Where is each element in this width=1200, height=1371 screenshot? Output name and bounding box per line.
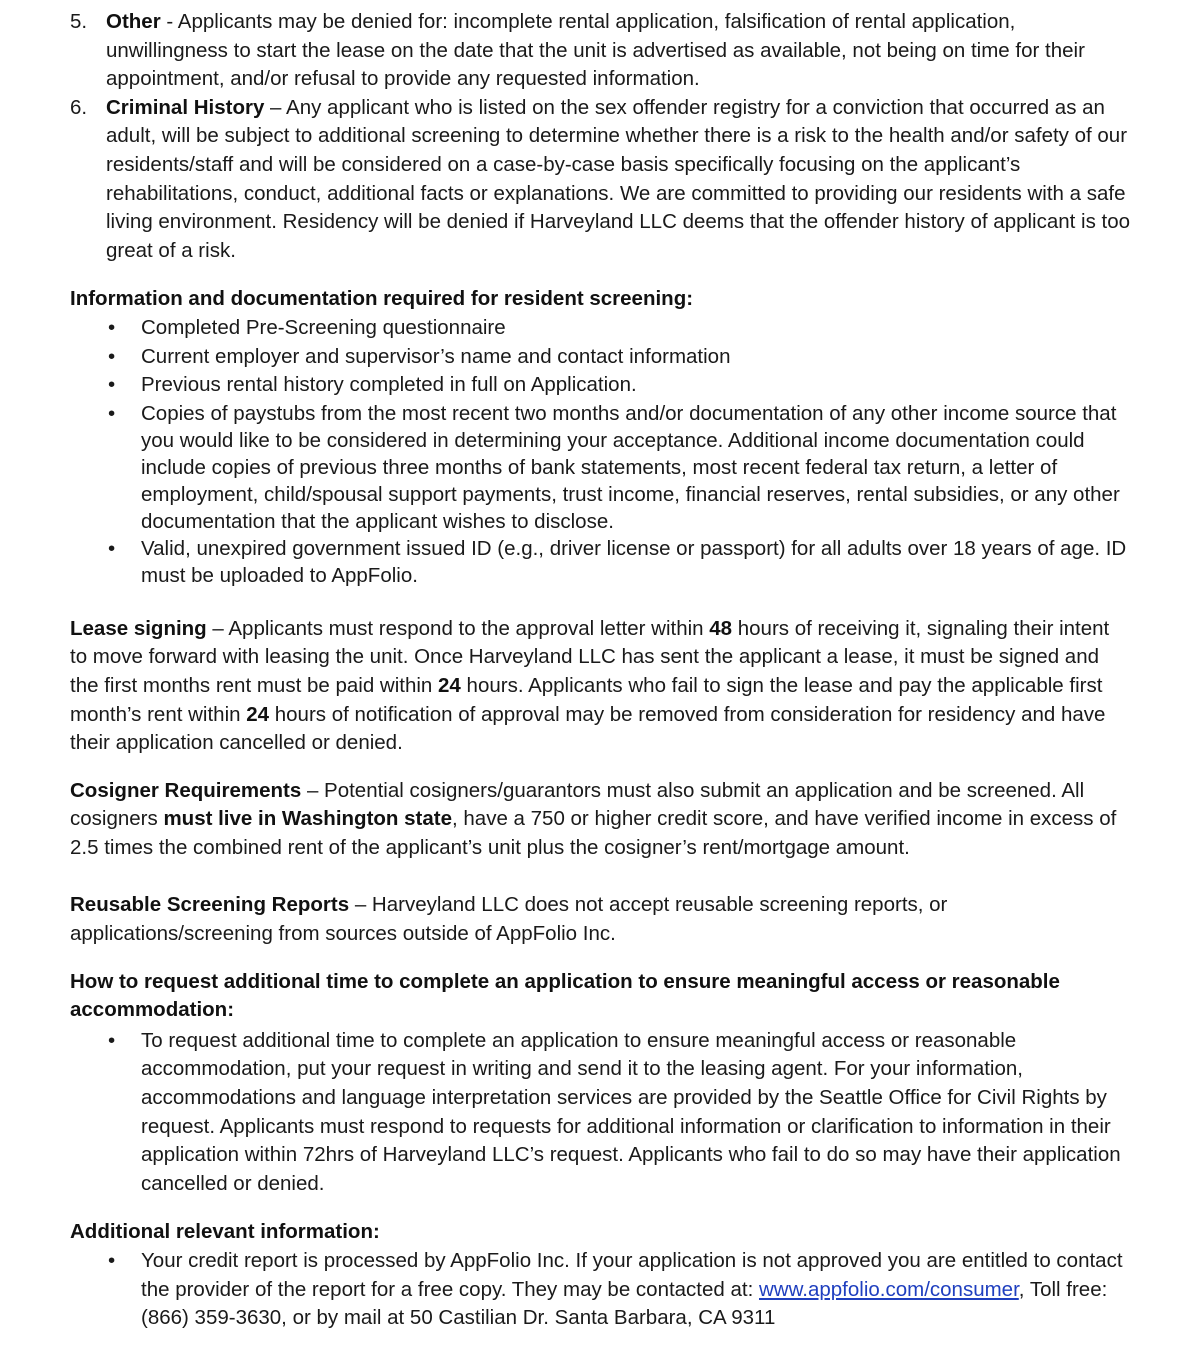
bullet-icon: •: [108, 1249, 116, 1272]
criteria-number: 5.: [70, 10, 88, 33]
list-item: • Valid, unexpired government issued ID (e.g., driver license or passport) for all adults over 18 years of age. ID must be uploaded to AppFolio.: [108, 536, 1127, 587]
denial-criteria-list: [0, 8, 1200, 265]
bullet-icon: •: [108, 315, 116, 339]
request-time-list: [0, 1027, 1200, 1199]
documentation-list: [0, 314, 1200, 589]
bullet-icon: •: [108, 344, 116, 368]
cosigner-paragraph: Cosigner Requirements – Potential cosigners/guarantors must also submit an application and be screened. All cosigners must live in Washington state, have a 750 or higher credit score, and have verified income in excess of 2.5 times the combined rent of the applicant’s unit plus the cosigner’s rent/mortgage amount.: [70, 778, 1117, 859]
documentation-heading: Information and documentation required for resident screening:: [70, 287, 694, 311]
criteria-text: – Any applicant who is listed on the sex offender registry for a conviction that occurred as an adult, will be subject to additional screening to determine whether there is a risk to the health and/or safety of our residents/staff and will be considered on a case-by-case basis specifically focusing on the applicant’s rehabilitations, conduct, additional facts or explanations. We are committed to providing our residents with a safe living environment. Residency will be denied if Harveyland LLC deems that the offender history of applicant is too great of a risk.: [106, 95, 1131, 262]
section-title: Reusable Screening Reports: [70, 893, 350, 917]
criteria-title: Other: [106, 10, 161, 33]
list-item: • Your credit report is processed by AppFolio Inc. If your application is not approved you are entitled to contact the provider of the report for a free copy. They may be contacted at: www.appfolio.com/consumer, Toll free: (866) 359-3630, or by mail at 50 Castilian Dr. Santa Barbara, CA 9311: [108, 1249, 1123, 1330]
criteria-item-other: [0, 8, 1200, 94]
additional-info-list: [0, 1247, 1200, 1333]
bullet-icon: •: [108, 373, 116, 397]
criteria-number: 6.: [70, 95, 88, 119]
list-item: • To request additional time to complete an application to ensure meaningful access or reasonable accommodation, put your request in writing and send it to the leasing agent. For your information, accommodations and language interpretation services are provided by the Seattle Office for Civil Rights by request. Applicants must respond to requests for additional information or clarification to information in their application within 72hrs of Harveyland LLC’s request. Applicants who fail to do so may have their application cancelled or denied.: [108, 1028, 1121, 1195]
section-title: Lease signing: [70, 616, 207, 640]
request-time-heading: How to request additional time to complete an application to ensure meaningful access or reasonable accommodation:: [70, 969, 1060, 1022]
appfolio-consumer-link[interactable]: www.appfolio.com/consumer: [759, 1277, 1019, 1301]
bullet-icon: •: [108, 1028, 116, 1052]
section-title: Cosigner Requirements: [70, 778, 302, 802]
list-item: • Copies of paystubs from the most recent two months and/or documentation of any other income source that you would like to be considered in determining your acceptance. Additional income documentation could include copies of previous three months of bank statements, most recent federal tax return, a letter of employment, child/spousal support payments, trust income, financial reserves, rental subsidies, or any other documentation that the applicant wishes to disclose.: [108, 401, 1120, 533]
lease-signing-paragraph: Lease signing – Applicants must respond to the approval letter within 48 hours of receiving it, signaling their intent to move forward with leasing the unit. Once Harveyland LLC has sent the applicant a lease, it must be signed and the first months rent must be paid within 24 hours. Applicants who fail to sign the lease and pay the applicable first month’s rent within 24 hours of notification of approval may be removed from consideration for residency and have their application cancelled or denied.: [70, 616, 1110, 755]
criteria-title: Criminal History: [106, 95, 265, 119]
criteria-item-criminal-history: [0, 94, 1200, 266]
list-item: • Completed Pre-Screening questionnaire: [0, 314, 1200, 343]
reusable-reports-paragraph: Reusable Screening Reports – Harveyland LLC does not accept reusable screening reports, or applications/screening from sources outside of AppFolio Inc.: [70, 893, 948, 946]
document-page: [0, 8, 1200, 1333]
additional-info-heading: Additional relevant information:: [70, 1220, 380, 1244]
list-item: • Current employer and supervisor’s name and contact information: [0, 343, 1200, 372]
bullet-icon: •: [108, 536, 116, 560]
list-item: • Previous rental history completed in full on Application.: [0, 371, 1200, 400]
criteria-text: - Applicants may be denied for: incomplete rental application, falsification of rental application, unwillingness to start the lease on the date that the unit is advertised as available, not being on time for their appointment, and/or refusal to provide any requested information.: [106, 10, 1085, 91]
bullet-icon: •: [108, 401, 116, 425]
